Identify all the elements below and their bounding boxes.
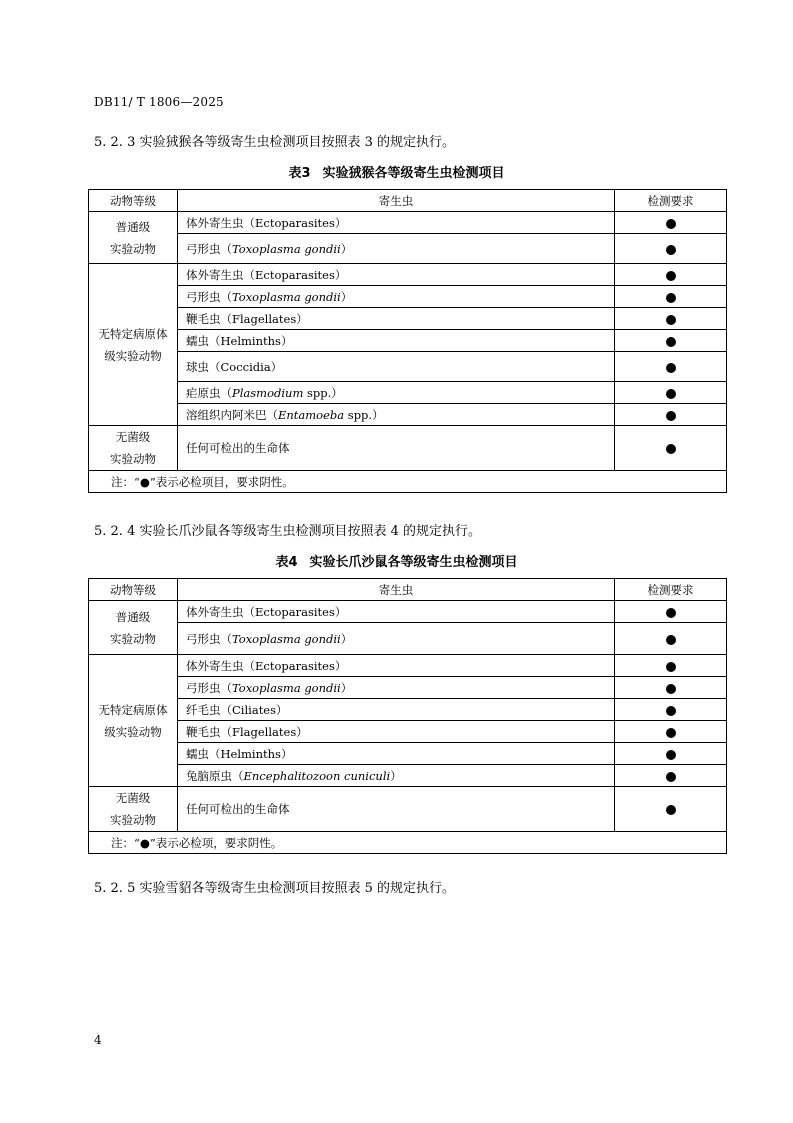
parasite-name-suffix: ）: [390, 768, 402, 783]
animal-grade-cell: [89, 787, 178, 832]
parasite-name-cell: [178, 601, 615, 623]
parasite-name-cell: [178, 234, 615, 264]
filled-circle-icon: [666, 411, 676, 421]
parasite-name-latin: Ectoparasites: [255, 604, 335, 619]
table3: [88, 189, 727, 493]
table-note: 注：“●”表示必检项，要求阴性。: [89, 832, 727, 854]
requirement-cell: [615, 677, 727, 699]
requirement-cell: [615, 655, 727, 677]
parasite-name-cell: [178, 308, 615, 330]
table-row: [89, 382, 727, 404]
parasite-name-suffix: ）: [296, 311, 308, 326]
table-note-row: [89, 471, 727, 493]
filled-circle-icon: [666, 219, 676, 229]
table3-caption: [0, 162, 793, 181]
section-5-2-4: 5. 2. 4 实验长爪沙鼠各等级寄生虫检测项目按照表 4 的规定执行。: [94, 524, 482, 539]
requirement-cell: [615, 264, 727, 286]
parasite-name-suffix: ）: [334, 215, 347, 230]
parasite-name-suffix: ）: [340, 680, 353, 695]
requirement-cell: [615, 352, 727, 382]
table4-caption-num: 表4: [275, 555, 298, 570]
parasite-name-latin: Ectoparasites: [255, 267, 335, 282]
parasite-name-latin: Toxoplasma gondii: [232, 631, 341, 646]
parasite-name-cell: [178, 264, 615, 286]
filled-circle-icon: [666, 662, 676, 672]
grade-header: 动物等级: [89, 579, 178, 601]
parasite-name-latin: Toxoplasma gondii: [232, 241, 341, 256]
table-row: [89, 699, 727, 721]
table3-caption-num: 表3: [288, 166, 311, 181]
parasite-name-suffix: ）: [334, 267, 347, 282]
parasite-name-latin: Ectoparasites: [255, 658, 335, 673]
table-row: [89, 426, 727, 471]
parasite-name-cn: 球虫（: [186, 359, 221, 374]
parasite-name-cn: 蠕虫（: [186, 333, 221, 348]
parasite-name-latin: Encephalitozoon cuniculi: [243, 768, 391, 783]
table-row: [89, 677, 727, 699]
animal-grade-label: 普通级: [115, 219, 151, 234]
requirement-cell: [615, 286, 727, 308]
parasite-name-cn: 体外寄生虫（: [186, 658, 255, 673]
parasite-name-suffix: ）: [296, 724, 308, 739]
parasite-header: 寄生虫: [178, 579, 615, 601]
table4-caption-title: 实验长爪沙鼠各等级寄生虫检测项目: [309, 555, 518, 570]
section-5-2-5: 5. 2. 5 实验雪貂各等级寄生虫检测项目按照表 5 的规定执行。: [94, 881, 456, 896]
parasite-name-cn: 蠕虫（: [186, 746, 221, 761]
table-row: [89, 234, 727, 264]
animal-grade-label: 无菌级: [115, 791, 151, 805]
table-note-row: [89, 832, 727, 854]
requirement-cell: [615, 308, 727, 330]
parasite-name-cn: 弓形虫（: [186, 680, 232, 695]
parasite-name-cell: [178, 382, 615, 404]
requirement-cell: [615, 382, 727, 404]
parasite-name-suffix: ）: [340, 289, 353, 304]
table3-caption-title: 实验狨猴各等级寄生虫检测项目: [322, 166, 505, 181]
parasite-name-suffix: ）: [340, 631, 353, 646]
filled-circle-icon: [666, 684, 676, 694]
requirement-cell: [615, 426, 727, 471]
animal-grade-label: 实验动物: [110, 631, 156, 646]
requirement-cell: [615, 234, 727, 264]
animal-grade-cell: [89, 212, 178, 264]
filled-circle-icon: [666, 271, 676, 281]
table-row: [89, 765, 727, 787]
parasite-name-cell: [178, 721, 615, 743]
table-note: 注：“●”表示必检项目，要求阴性。: [89, 471, 727, 493]
parasite-name-cn: 弓形虫（: [186, 631, 232, 646]
table-row: [89, 743, 727, 765]
parasite-name-latin: Ciliates: [232, 702, 277, 717]
parasite-name-cell: [178, 677, 615, 699]
parasite-name-cn: 任何可检出的生命体: [186, 802, 290, 816]
filled-circle-icon: [666, 363, 676, 373]
animal-grade-cell: [89, 655, 178, 787]
parasite-name-cn: 弓形虫（: [186, 241, 232, 256]
filled-circle-icon: [666, 772, 676, 782]
parasite-name-cell: [178, 655, 615, 677]
parasite-name-latin: Entamoeba: [278, 407, 345, 422]
parasite-name-suffix: spp.）: [344, 407, 384, 422]
requirement-cell: [615, 765, 727, 787]
table-header-row: [89, 190, 727, 212]
filled-circle-icon: [666, 389, 676, 399]
filled-circle-icon: [666, 608, 676, 618]
table-row: [89, 404, 727, 426]
filled-circle-icon: [666, 706, 676, 716]
requirement-cell: [615, 787, 727, 832]
parasite-name-cn: 溶组织内阿米巴（: [186, 407, 278, 422]
filled-circle-icon: [666, 337, 676, 347]
requirement-cell: [615, 721, 727, 743]
table4: [88, 578, 727, 854]
page-number: 4: [94, 1033, 102, 1047]
parasite-name-cell: [178, 787, 615, 832]
parasite-header: 寄生虫: [178, 190, 615, 212]
parasite-name-suffix: ）: [340, 241, 353, 256]
table-row: [89, 721, 727, 743]
filled-circle-icon: [666, 635, 676, 645]
requirement-cell: [615, 330, 727, 352]
parasite-name-cn: 疟原虫（: [186, 385, 232, 400]
parasite-name-cell: [178, 765, 615, 787]
parasite-name-suffix: spp.）: [303, 385, 343, 400]
parasite-name-cn: 体外寄生虫（: [186, 604, 255, 619]
parasite-name-cell: [178, 426, 615, 471]
parasite-name-cell: [178, 212, 615, 234]
requirement-header: 检测要求: [615, 190, 727, 212]
animal-grade-label: 级实验动物: [104, 348, 162, 363]
parasite-name-latin: Coccidia: [220, 359, 271, 374]
grade-header: 动物等级: [89, 190, 178, 212]
parasite-name-cell: [178, 330, 615, 352]
animal-grade-cell: [89, 426, 178, 471]
parasite-name-latin: Flagellates: [232, 724, 297, 739]
animal-grade-label: 无菌级: [115, 430, 151, 444]
table-row: [89, 655, 727, 677]
parasite-name-latin: Ectoparasites: [255, 215, 335, 230]
animal-grade-label: 无特定病原体: [98, 326, 168, 341]
parasite-name-cn: 体外寄生虫（: [186, 215, 255, 230]
parasite-name-cn: 鞭毛虫（: [186, 311, 232, 326]
parasite-name-suffix: ）: [276, 702, 288, 717]
parasite-name-suffix: ）: [334, 604, 347, 619]
filled-circle-icon: [666, 315, 676, 325]
parasite-name-cn: 任何可检出的生命体: [186, 441, 290, 455]
parasite-name-latin: Helminths: [220, 746, 281, 761]
animal-grade-label: 实验动物: [110, 452, 156, 466]
table-row: [89, 352, 727, 382]
parasite-name-latin: Flagellates: [232, 311, 297, 326]
table-row: [89, 308, 727, 330]
parasite-name-latin: Plasmodium: [232, 385, 304, 400]
animal-grade-label: 实验动物: [110, 813, 156, 827]
parasite-name-cell: [178, 286, 615, 308]
parasite-name-cell: [178, 699, 615, 721]
requirement-cell: [615, 699, 727, 721]
table-row: [89, 623, 727, 655]
table-row: [89, 787, 727, 832]
filled-circle-icon: [666, 245, 676, 255]
requirement-cell: [615, 623, 727, 655]
table-header-row: [89, 579, 727, 601]
parasite-name-cn: 体外寄生虫（: [186, 267, 255, 282]
parasite-name-cn: 兔脑原虫（: [186, 768, 244, 783]
animal-grade-label: 普通级: [115, 609, 151, 624]
parasite-name-cell: [178, 623, 615, 655]
requirement-cell: [615, 212, 727, 234]
parasite-name-cn: 鞭毛虫（: [186, 724, 232, 739]
filled-circle-icon: [666, 293, 676, 303]
document-code: DB11/ T 1806—2025: [94, 95, 224, 109]
table4-caption: [0, 551, 793, 570]
parasite-name-suffix: ）: [280, 746, 293, 761]
table-row: [89, 264, 727, 286]
table-row: [89, 330, 727, 352]
parasite-name-suffix: ）: [280, 333, 293, 348]
animal-grade-label: 实验动物: [110, 241, 156, 256]
parasite-name-cell: [178, 352, 615, 382]
filled-circle-icon: [666, 805, 676, 815]
parasite-name-cn: 纤毛虫（: [186, 702, 232, 717]
parasite-name-cell: [178, 404, 615, 426]
section-5-2-3: 5. 2. 3 实验狨猴各等级寄生虫检测项目按照表 3 的规定执行。: [94, 135, 456, 150]
requirement-header: 检测要求: [615, 579, 727, 601]
filled-circle-icon: [666, 444, 676, 454]
requirement-cell: [615, 743, 727, 765]
parasite-name-cn: 弓形虫（: [186, 289, 232, 304]
table-row: [89, 286, 727, 308]
table-row: [89, 212, 727, 234]
parasite-name-latin: Toxoplasma gondii: [232, 289, 341, 304]
parasite-name-suffix: ）: [270, 359, 283, 374]
parasite-name-latin: Helminths: [220, 333, 281, 348]
parasite-name-latin: Toxoplasma gondii: [232, 680, 341, 695]
parasite-name-suffix: ）: [334, 658, 347, 673]
animal-grade-cell: [89, 264, 178, 426]
filled-circle-icon: [666, 728, 676, 738]
filled-circle-icon: [666, 750, 676, 760]
requirement-cell: [615, 404, 727, 426]
animal-grade-cell: [89, 601, 178, 655]
animal-grade-label: 无特定病原体: [98, 702, 168, 717]
animal-grade-label: 级实验动物: [104, 724, 162, 739]
requirement-cell: [615, 601, 727, 623]
table-row: [89, 601, 727, 623]
parasite-name-cell: [178, 743, 615, 765]
